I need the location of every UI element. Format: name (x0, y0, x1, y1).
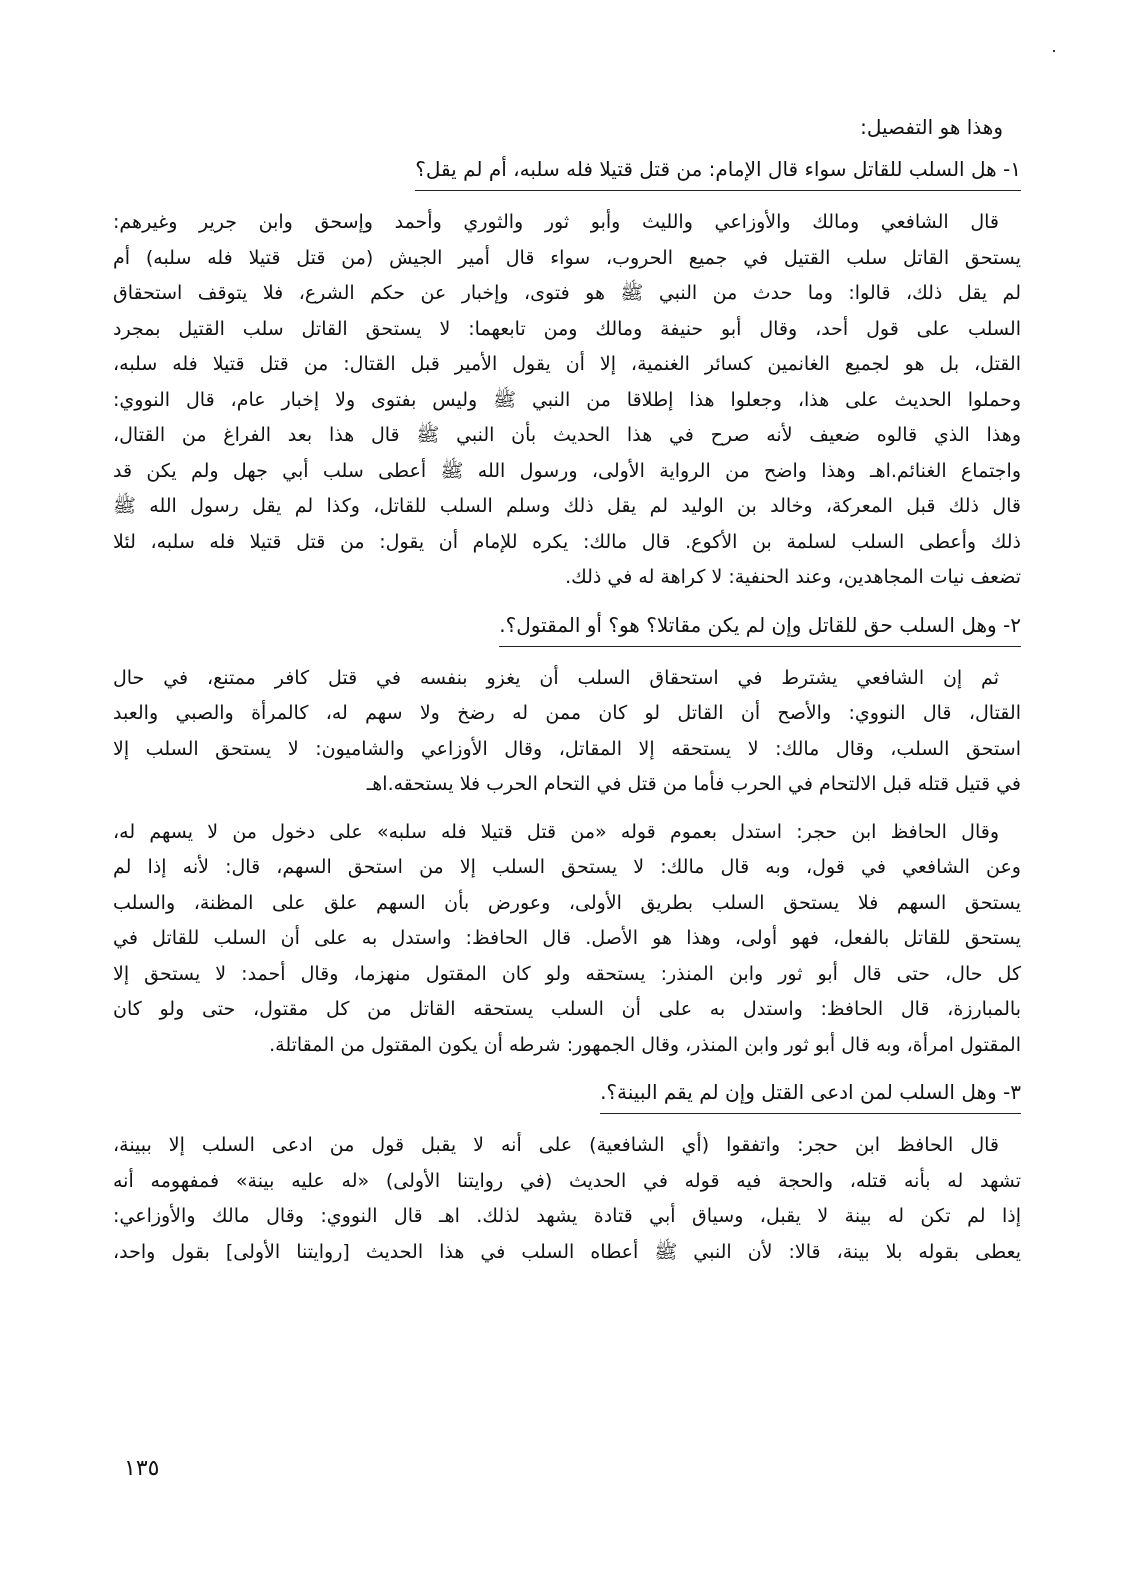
text-line: السلب على قول أحد، وقال أبو حنيفة ومالك ومن تابعهما: لا يستحق القاتل سلب القتيل بمجرد (113, 317, 1021, 340)
section-heading: ٣- وهل السلب لمن ادعى القتل وإن لم يقم البينة؟. (600, 1075, 1021, 1114)
text-line: واجتماع الغنائم.اهـ وهذا واضح من الرواية الأولى، ورسول الله ﷺ أعطى سلب أبي جهل ولم يكن قد (113, 459, 1021, 482)
section-heading: ٢- وهل السلب حق للقاتل وإن لم يكن مقاتلا؟ هو؟ أو المقتول؟. (499, 608, 1021, 647)
document-page (113, 110, 1021, 1282)
text-line: قال الحافظ ابن حجر: واتفقوا (أي الشافعية) على أنه لا يقبل قول من ادعى السلب إلا ببينة، (113, 1134, 999, 1156)
text-line: ثم إن الشافعي يشترط في استحقاق السلب أن يغزو بنفسه في قتل كافر ممتنع، في حال (113, 666, 999, 689)
text-line: القتال، قال النووي: والأصح أن القاتل لو كان ممن له رضخ ولا سهم له، كالمرأة والصبي والعبد (113, 702, 1021, 724)
paragraph (113, 661, 1021, 803)
text-line: بالمبارزة، قال الحافظ: واستدل به على أن السلب يستحقه القاتل من كل مقتول، حتى ولو كان (113, 998, 1021, 1020)
text-line: ذلك وأعطى السلب لسلمة بن الأكوع. قال مالك: يكره للإمام أن يقول: من قتل قتيلا فله سلبه، لئلا (113, 530, 1021, 553)
paragraph (113, 1128, 1021, 1270)
text-line: لم يقل ذلك، قالوا: وما حدث من النبي ﷺ هو فتوى، وإخبار عن حكم الشرع، فلا يتوقف استحقاق (113, 282, 1021, 304)
section-3 (113, 1075, 1021, 1128)
text-line: وهذا الذي قالوه ضعيف لأنه صرح في هذا الحديث بأن النبي ﷺ قال هذا بعد الفراغ من القتال، (113, 424, 1021, 446)
section-1 (113, 152, 1021, 205)
text-line: تشهد له بأنه قتله، والحجة فيه قوله في الحديث (في روايتنا الأولى) «له عليه بينة» فمفهومه أنه (113, 1169, 1021, 1192)
text-line: وقال الحافظ ابن حجر: استدل بعموم قوله «من قتل قتيلا فله سلبه» على دخول من لا يسهم له، (113, 820, 999, 843)
text-line: قال الشافعي ومالك والأوزاعي والليث وأبو ثور والثوري وأحمد وإسحق وابن جرير وغيرهم: (113, 211, 999, 233)
section-heading: ١- هل السلب للقاتل سواء قال الإمام: من قتل قتيلا فله سلبه، أم لم يقل؟ (415, 152, 1021, 191)
text-line: يستحق السهم فلا يستحق السلب بطريق الأولى، وعورض بأن السهم علق على المظنة، والسلب (113, 891, 1021, 914)
text-line: كل حال، حتى قال أبو ثور وابن المنذر: يستحقه ولو كان المقتول منهزما، وقال أحمد: لا يستحق إلا (113, 962, 1021, 985)
text-line: يستحق للقاتل بالفعل، فهو أولى، وهذا هو الأصل. قال الحافظ: واستدل به على أن السلب للقاتل في (113, 927, 1021, 949)
text-line: وحملوا الحديث على هذا، وجعلوا هذا إطلاقا من النبي ﷺ وليس بفتوى ولا إخبار عام، قال النووي: (113, 388, 1021, 411)
text-line: في قتيل قتله قبل الالتحام في الحرب فأما من قتل في التحام الحرب فلا يستحقه.اهـ (366, 773, 1021, 795)
section-2 (113, 608, 1021, 661)
text-line: يعطى بقوله بلا بينة، قالا: لأن النبي ﷺ أعطاه السلب في هذا الحديث [روايتنا الأولى] بقول واحد، (113, 1240, 1021, 1263)
text-line: يستحق القاتل سلب القتيل في جميع الحروب، سواء قال أمير الجيش (من قتل قتيلا فله سلبه) أم (113, 246, 1021, 269)
page-number: ١٣٥ (124, 1456, 160, 1481)
intro-text: وهذا هو التفصيل: (860, 115, 1003, 139)
text-line: استحق السلب، وقال مالك: لا يستحقه إلا المقاتل، وقال الأوزاعي والشاميون: لا يستحق السلب إلا (113, 737, 1021, 760)
paragraph (113, 205, 1021, 596)
paragraph (113, 815, 1021, 1064)
text-line: تضعف نيات المجاهدين، وعند الحنفية: لا كراهة له في ذلك. (565, 566, 1021, 588)
text-line: إذا لم تكن له بينة لا يقبل، وسياق أبي قتادة يشهد لذلك. اهـ قال النووي: وقال مالك والأوزاعي: (113, 1205, 1021, 1227)
scan-speck (1053, 50, 1055, 52)
text-line: القتل، بل هو لجميع الغانمين كسائر الغنمية، إلا أن يقول الأمير قبل القتال: من قتل قتيلا فله سلبه، (113, 353, 1021, 375)
text-line: وعن الشافعي في قول، وبه قال مالك: لا يستحق السلب إلا من استحق السهم، قال: لأنه إذا لم (113, 856, 1021, 878)
text-line: قال ذلك قبل المعركة، وخالد بن الوليد لم يقل ذلك وسلم السلب للقاتل، وكذا لم يقل رسول الله ﷺ (113, 495, 1021, 517)
text-line: المقتول امرأة، وبه قال أبو ثور وابن المنذر، وقال الجمهور: شرطه أن يكون المقتول من المقاتلة. (269, 1033, 1021, 1056)
